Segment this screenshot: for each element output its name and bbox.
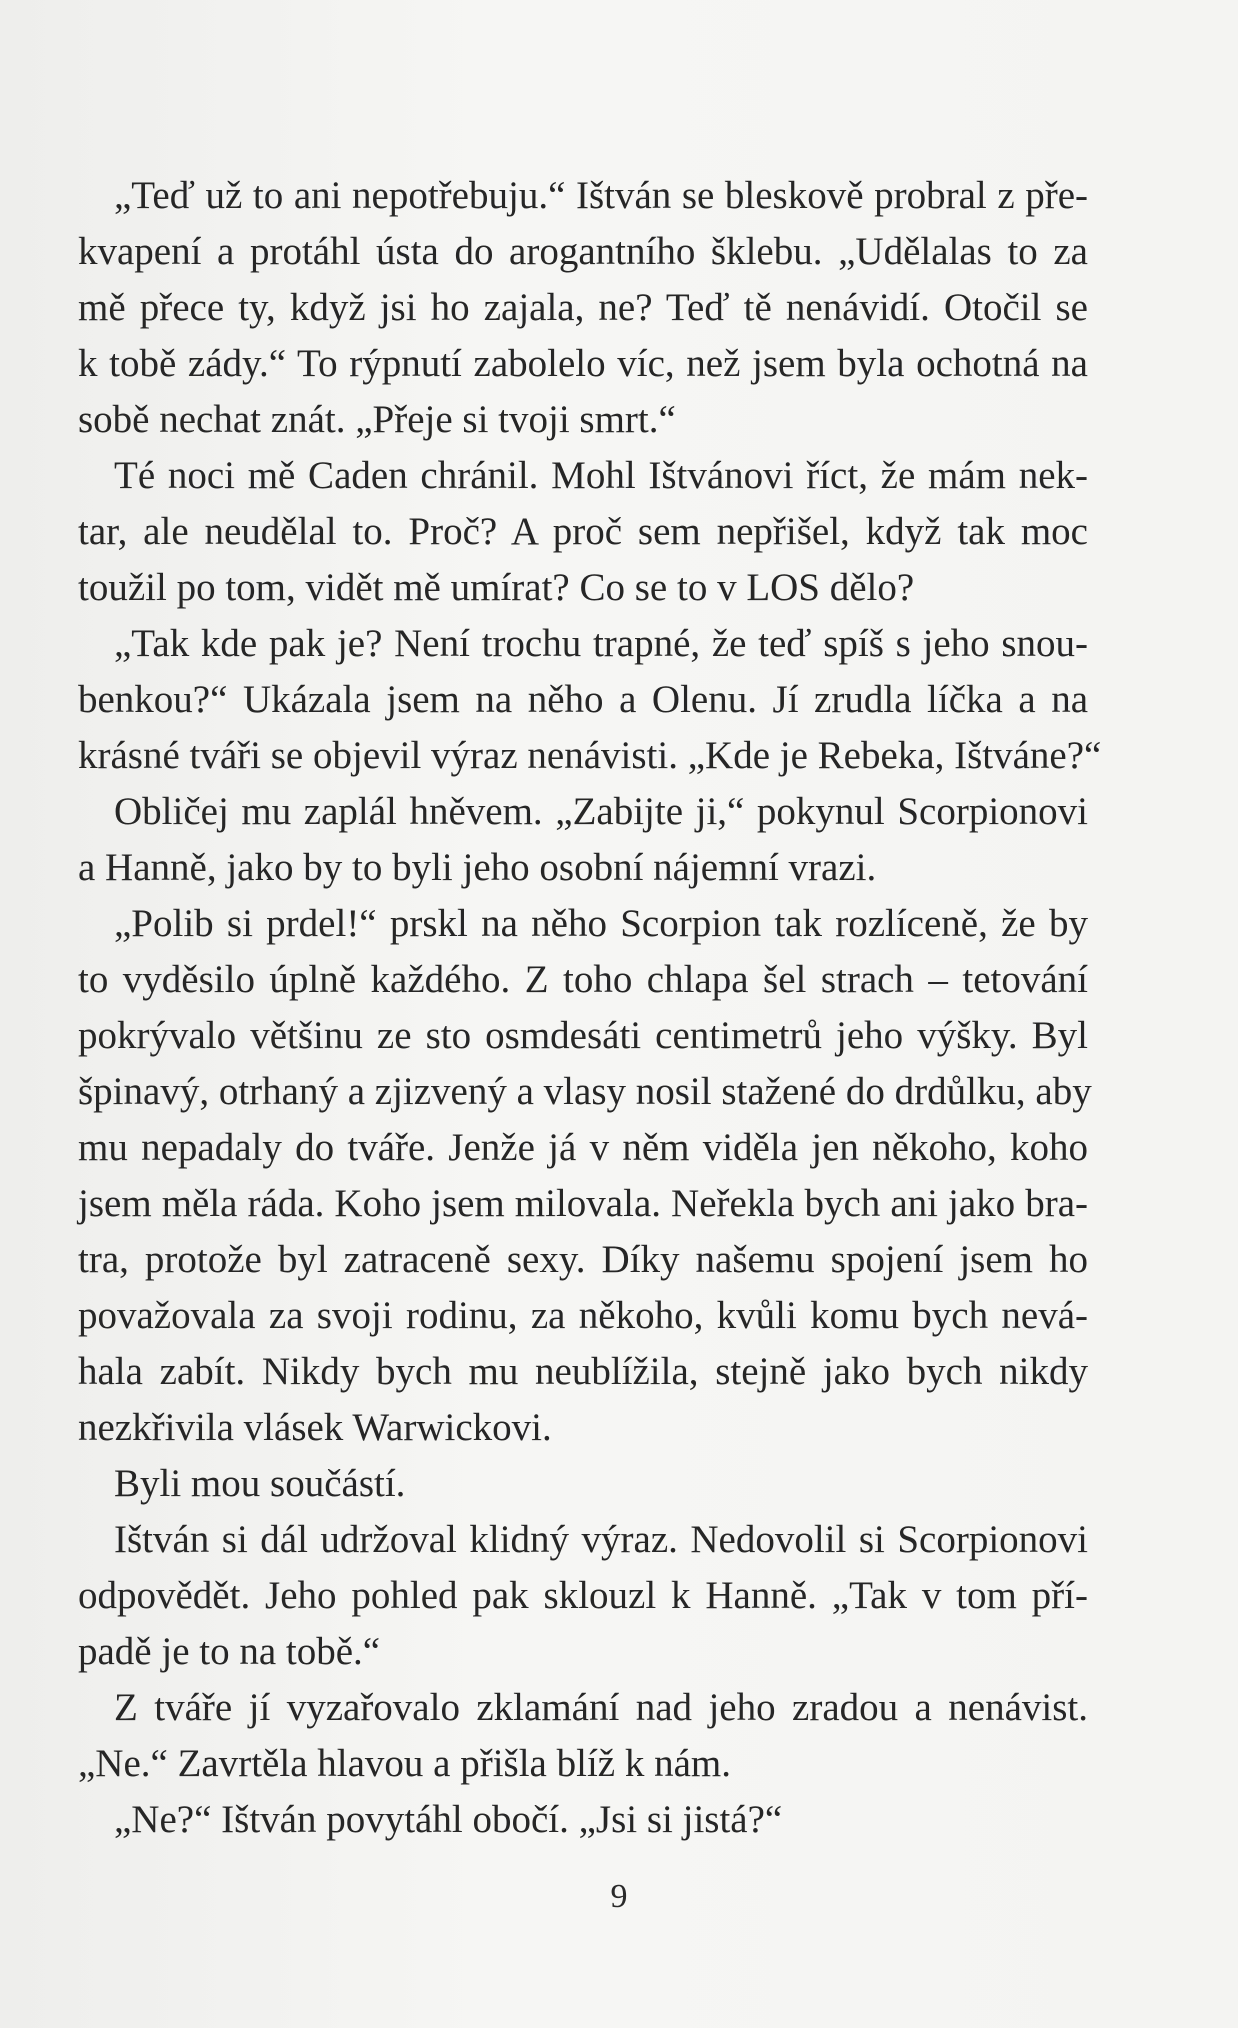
text-line: považovala za svoji rodinu, za někoho, kvůli komu bych nevá- [78, 1294, 1088, 1337]
paragraph [78, 896, 1092, 1456]
text-line: krásné tváři se objevil výraz nenávisti. „Kde je Rebeka, Ištváne?“ [78, 734, 1102, 777]
text-line: „Ne?“ Ištván povytáhl obočí. „Jsi si jistá?“ [114, 1798, 783, 1841]
paragraph [78, 168, 1088, 448]
paragraph [78, 784, 1088, 896]
paragraph [78, 448, 1088, 616]
paragraph [78, 1680, 1088, 1792]
text-line: „Ne.“ Zavrtěla hlavou a přišla blíž k nám. [78, 1742, 731, 1785]
text-line: tar, ale neudělal to. Proč? A proč sem nepřišel, když tak moc [78, 510, 1088, 553]
paragraph [78, 1512, 1088, 1680]
text-line: „Polib si prdel!“ prskl na něho Scorpion tak rozlíceně, že by [114, 902, 1088, 945]
text-line: „Tak kde pak je? Není trochu trapné, že teď spíš s jeho snou- [114, 622, 1088, 665]
text-line: špinavý, otrhaný a zjizvený a vlasy nosil stažené do drdůlku, aby [78, 1070, 1092, 1113]
paragraph [78, 616, 1102, 784]
text-line: padě je to na tobě.“ [78, 1630, 381, 1673]
text-line: jsem měla ráda. Koho jsem milovala. Neřekla bych ani jako bra- [78, 1182, 1088, 1225]
text-line: k tobě zády.“ To rýpnutí zabolelo víc, než jsem byla ochotná na [78, 342, 1088, 385]
text-line: toužil po tom, vidět mě umírat? Co se to v LOS dělo? [78, 566, 915, 609]
text-line: a Hanně, jako by to byli jeho osobní nájemní vrazi. [78, 846, 877, 889]
text-line: to vyděsilo úplně každého. Z toho chlapa šel strach – tetování [78, 958, 1088, 1001]
text-line: Z tváře jí vyzařovalo zklamání nad jeho zradou a nenávist. [114, 1686, 1088, 1729]
text-line: Byli mou součástí. [114, 1462, 406, 1505]
text-line: nezkřivila vlásek Warwickovi. [78, 1406, 552, 1449]
body-text [78, 168, 1102, 1848]
text-line: kvapení a protáhl ústa do arogantního šklebu. „Udělalas to za [78, 230, 1088, 273]
text-line: pokrývalo většinu ze sto osmdesáti centimetrů jeho výšky. Byl [78, 1014, 1088, 1057]
text-line: Té noci mě Caden chránil. Mohl Ištvánovi říct, že mám nek- [114, 454, 1088, 497]
text-line: sobě nechat znát. „Přeje si tvoji smrt.“ [78, 398, 676, 441]
text-line: odpovědět. Jeho pohled pak sklouzl k Hanně. „Tak v tom pří- [78, 1574, 1088, 1617]
paragraph [78, 1792, 1088, 1848]
page-number: 9 [610, 1878, 628, 1915]
text-line: mě přece ty, když jsi ho zajala, ne? Teď tě nenávidí. Otočil se [78, 286, 1088, 329]
text-line: Obličej mu zaplál hněvem. „Zabijte ji,“ pokynul Scorpionovi [114, 790, 1088, 833]
text-line: tra, protože byl zatraceně sexy. Díky našemu spojení jsem ho [78, 1238, 1088, 1281]
text-line: „Teď už to ani nepotřebuju.“ Ištván se bleskově probral z pře- [114, 174, 1088, 217]
text-line: benkou?“ Ukázala jsem na něho a Olenu. Jí zrudla líčka a na [78, 678, 1088, 721]
text-line: Ištván si dál udržoval klidný výraz. Nedovolil si Scorpionovi [114, 1518, 1088, 1561]
text-line: mu nepadaly do tváře. Jenže já v něm viděla jen někoho, koho [78, 1126, 1088, 1169]
paragraph [78, 1456, 1088, 1512]
text-line: hala zabít. Nikdy bych mu neublížila, stejně jako bych nikdy [78, 1350, 1088, 1393]
